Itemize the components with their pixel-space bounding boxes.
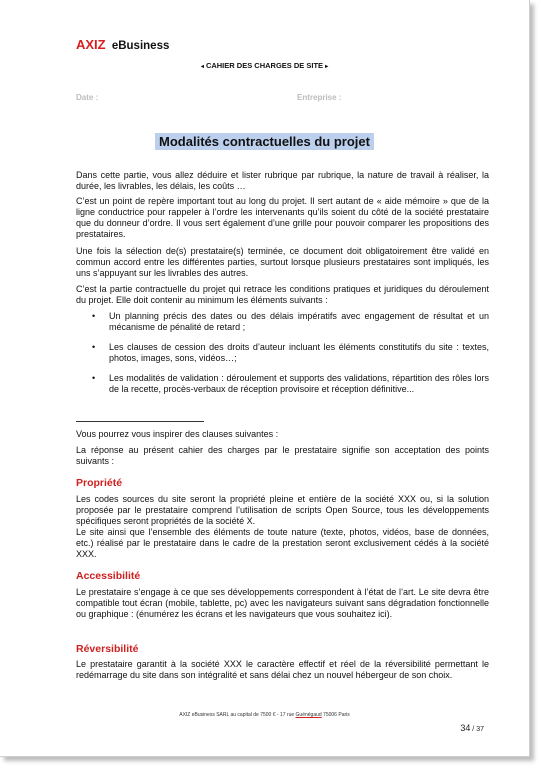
page-number: 34 / 37 [460,723,484,733]
list-item [76,373,489,395]
paragraph: La réponse au présent cahier des charges par le prestataire signifie son acceptation des points suivants : [76,445,489,466]
list-item-text: Les clauses de cession des droits d’auteur incluant les éléments constitutifs du site : textes, photos, images, sons, vidéos…; [109,342,489,363]
page-current: 34 [460,723,471,733]
section-title-text: Modalités contractuelles du projet [155,133,374,150]
paragraph: Le prestataire s’engage à ce que ses développements correspondent à l’état de l’art. Le site devra être compatible tout écran (mobile, tablette, pc) avec les navigateurs suivant sans dégradation fonctionnelle ou graphique : (énumérez les écrans et les navigateurs que vous souhaitez ici). [76,587,489,619]
document-title-text: CAHIER DES CHARGES DE SITE [205,61,324,70]
list-item-text: Un planning précis des dates ou des délais impératifs avec engagement de résultat et un mécanisme de pénalité de retard ; [109,311,489,332]
bullet-icon: • [92,311,96,321]
bullet-icon: • [92,373,96,383]
list-item [76,311,489,333]
paragraph: Le prestataire garantit à la société XXX le caractère effectif et réel de la réversibilité permettant le redémarrage du site dans son intégralité et sans délai chez un nouvel hébergeur de son choix. [76,659,489,680]
paragraph: Les codes sources du site seront la propriété pleine et entière de la société XXX ou, si la solution proposée par le prestataire comprend l’utilisation de scripts Open Source, tous les développements spécifiques seront propriétés de la société X. [76,494,489,526]
paragraph: Une fois la sélection de(s) prestataire(s) terminée, ce document doit obligatoirement être validé en commun accord entre les différentes parties, surtout lorsque plusieurs prestataires sont impliqués, les uns s’appuyant sur les livrables des autres. [76,246,489,278]
heading-propriete: Propriété [76,477,123,489]
triangle-left-icon: ◂ [200,64,204,70]
page-total: 37 [476,726,484,733]
divider [76,421,204,422]
section-title [0,133,529,151]
date-label: Date : [76,93,99,102]
paragraph: Le site ainsi que l’ensemble des éléments de toute nature (texte, photos, vidéos, base de données, etc.) réalisé par le prestataire dans le cadre de la prestation seront exclusivement cédés à la société XXX. [76,527,489,559]
page-footer: AXIZ eBusiness SARL au capital de 7500 € - 17 rue Guénégaud 75006 Paris [179,712,350,718]
bullet-icon: • [92,342,96,352]
paragraph: C’est un point de repère important tout au long du projet. Il sert autant de « aide mémoire » que de la ligne conductrice pour rappeler à l’ordre les intervenants qu’ils soient du côté de la société prestataire que du donneur d’ordre. Il vous sert également d’une grille pour pouvoir comparer les propositions des prestataires. [76,196,489,239]
heading-reversibilite: Réversibilité [76,643,139,655]
brand-suffix: eBusiness [111,40,170,52]
list-item-text: Les modalités de validation : déroulement et supports des validations, répartition des rôles lors de la recette, procès-verbaux de réception provisoire et réception définitive... [109,373,489,394]
heading-accessibilite: Accessibilité [76,570,141,582]
enterprise-label: Entreprise : [297,93,342,102]
paragraph: Dans cette partie, vous allez déduire et lister rubrique par rubrique, la nature de travail à réaliser, la durée, les livrables, les délais, les coûts … [76,170,489,191]
paragraph: C’est la partie contractuelle du projet qui retrace les conditions pratiques et juridiques du déroulement du projet. Elle doit contenir au minimum les éléments suivants : [76,284,489,305]
brand-name: AXIZ [76,37,106,52]
document-title [0,61,529,70]
brand-logo [76,37,169,52]
list-item [76,342,489,364]
paragraph: Vous pourrez vous inspirer des clauses suivantes : [76,429,279,439]
triangle-right-icon: ▸ [325,64,329,70]
